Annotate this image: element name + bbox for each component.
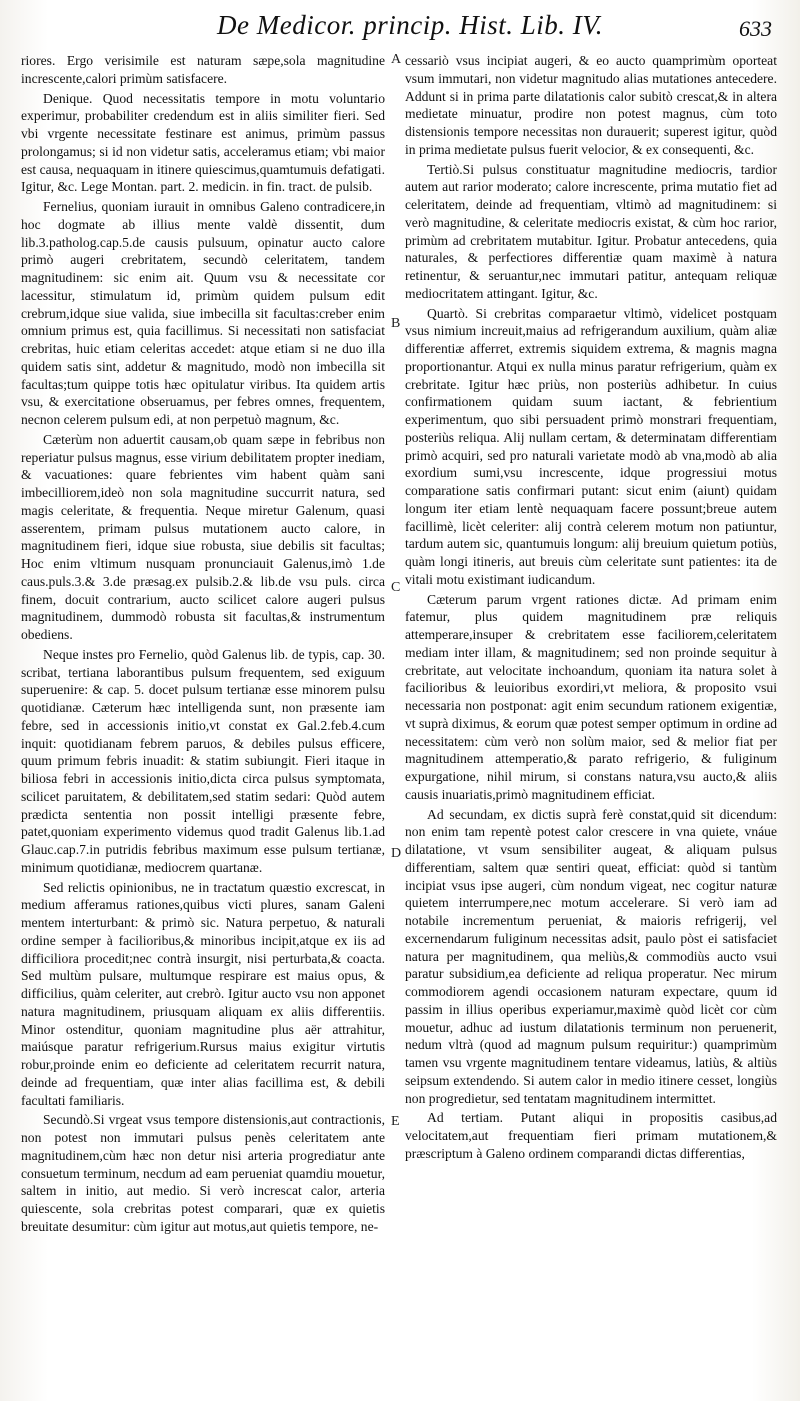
margin-letter-e: E: [391, 1114, 400, 1129]
running-head: De Medicor. princip. Hist. Lib. IV.: [217, 10, 603, 40]
paragraph: Quartò. Si crebritas comparaetur vltimò, videlicet postquam vsus nimium increuit,maius ad refrigerandum auxilium, quàm aliæ differentiæ afferret, extremis siquidem extrema, & magnis magna proportionantur. Atqui ex nulla minus paratur refrigerium, quàm ex crebritate. Igitur hæc priùs, non posteriùs adhibetur. In cuius confirmationem quidam suum iactant, & febrientium experimentum, quo sibi persuadent primò monstrari frequentiam, posteriùs reliqua. Alij nullam certam, & determinatam differentiam primò acquiri, sed pro naturali varietate modò ab vna,modò ab alia exordium sumi,vsu increscente, idque progressiui motus comparatione satis confirmari putant: sicut enim (aiunt) quidam longum iter etiam lentè nequaquam facere possunt;breue autem facillimè, licèt celeriter: alij contrà celerem motum non patiuntur, tardum autem sic, quantumuis longum: alij breuium quietum potiùs, quàm longi itineris, aut breuis cùm celeritate sunt patientes: ita de vitali motu existimant iudicandum.: [405, 305, 777, 587]
paragraph: Neque instes pro Fernelio, quòd Galenus lib. de typis, cap. 30. scribat, tertiana laborantibus pulsum frequentem, sed exiguum superuenire: & cap. 5. docet pulsum tertianæ esse minorem pulsu quotidianæ. Cæterum hæc intelligenda sunt, non præsente iam febre, sed in accessionis initio,vt constat ex Gal.2.feb.4.cum inquit: quotidianam febrem paruos, & debiles pulsus efficere, quum primum febris inuadit: & statim subiungit. Fieri itaque in biliosa febri in accessionis initio,dicta circa pulsus symptomata, scilicet paruitatem, & debilitatem,sed statim sedari: Quòd autem prædicta sententia non possit intelligi præsente febre, patet,quoniam experimento videmus quod tradit Galenus lib.1.ad Glauc.cap.7.in putridis febribus maximum esse pulsum tertianæ, minimum quotidianæ, mediocrem quartanæ.: [21, 646, 385, 875]
paragraph: Cæterum parum vrgent rationes dictæ. Ad primam enim fatemur, plus quidem magnitudinem præ reliquis attemperare,insuper & crebritatem esse faciliorem,celeritatem mediam inter illam, & magnitudinem; sed non proinde sequitur à crebritate, aut velocitate inchoandum, quoniam ita natura solet à facilioribus & leuioribus exordiri,vt meliora, & proposito vsui necessaria non postponat: agit enim secundum rationem exigentiæ, vt suprà diximus, & eorum quæ potest semper optimum in ordine ad necessitatem: cùm verò non solùm maior, sed & melior fiat per magnitudinem attemperatio,& parato refrigerio, & fuliginum expurgatione, nihil mirum, si constans natura,vsu aucto,& aliis causis inuariatis,primò magnitudinem efficiat.: [405, 591, 777, 802]
paragraph: Denique. Quod necessitatis tempore in motu voluntario experimur, probabiliter credendum est in aliis similiter fieri. Sed vbi vrgente necessitate festinare est animus, primùm passus prolongamus; si id non videtur satis, acceleramus etiam; vbi maior est causa, nequaquam in itinere quiescimus,quamtumuis defatigati. Igitur, &c. Lege Montan. part. 2. medicin. in fin. tract. de pulsib.: [21, 90, 385, 195]
left-column: [21, 52, 385, 1236]
margin-letter-b: B: [391, 316, 401, 331]
margin-letter-c: C: [391, 580, 401, 595]
paragraph: Fernelius, quoniam iurauit in omnibus Galeno contradicere,in hoc dogmate ab illius mente valdè dissentit, dum lib.3.patholog.cap.5.de causis pulsuum, opinatur aucto calore primò augeri crebritatem, secundò celeritatem, tandem magnitudinem: sic enim ait. Quum vsu & necessitate cor lacessitur, stimulatum id, primùm quidem pulsum edit crebrum,idque siue valida, siue imbecilla sit facultas:creber enim omnium primus est, quia facillimus. Si necessitati non satisfaciat crebritas, huic etiam celeritas accedet: atque etiam si ne duo illa quidem satis sint, addetur & magnitudo, modò non imbecilla sit facultas;tum quippe totis hæc opitulatur viribus. Ita quidem artis vsu, & exercitatione obseruamus, per febres omnes, frequentem, necnon celerem pulsum edi, at non perpetuò magnum, &c.: [21, 199, 385, 427]
right-column: [405, 52, 777, 1163]
margin-letter-a: A: [391, 52, 402, 67]
page-number: 633: [739, 16, 772, 41]
paragraph: Ad tertiam. Putant aliqui in propositis casibus,ad velocitatem,aut frequentiam fieri primam mutationem,& præscriptum à Galeno ordinem comparandi dictas differentias,: [405, 1110, 777, 1161]
paragraph: Secundò.Si vrgeat vsus tempore distensionis,aut contractionis, non potest non immutari pulsus penès celeritatem ante magnitudinem,cùm hæc non detur nisi arteria progrediatur ante consuetum terminum, necdum ad eam perueniat quamdiu mouetur, saltem in initio, aut medio. Si verò increscat calor, arteria quiescente, sola crebritas potest comparari, quæ ex quietis breuitate desumitur: cùm igitur aut motus,aut quietis tempore, ne-: [21, 1112, 385, 1234]
paragraph: cessariò vsus incipiat augeri, & eo aucto quamprimùm oporteat vsum immutari, non videtur magnitudo alias mutationes antecedere. Addunt si in prima parte dilatationis calor subitò crescat,& in altera medietate minuatur, prodire non potest magnus, cùm toto distensionis tempore necessitas non durauerit; superest igitur, quòd in prima medietate pulsus fuerit velocior, & ex consequenti, &c.: [405, 53, 777, 157]
paragraph: riores. Ergo verisimile est naturam sæpe,sola magnitudine increscente,calori primùm satisfacere.: [21, 53, 385, 86]
paragraph: Sed relictis opinionibus, ne in tractatum quæstio excrescat, in medium afferamus rationes,quibus victi plures, sanam Galeni mentem interturbant: & primò sic. Natura perpetuo, & naturali ordine semper à facilioribus,& minoribus incipit,atque ex iis ad difficiliora procedit;nec contrà insurgit, nisi perturbata,& coacta. Sed multùm pulsare, multumque respirare est maius opus, & difficilius, quàm celeriter, aut crebrò. Igitur aucto vsu non apponet natura magnitudinem, priusquam aliquam ex aliis differentiis. Minor ostenditur, quoniam magnitudine plus aër attrahitur, maiúsque paratur refrigerium.Rursus maius exigitur virtutis robur,proinde enim eo deficiente ad celeritatem recurrit natura, deinde ad frequentiam, quæ inter alias facillima est, & debili facultati familiaris.: [21, 879, 385, 1108]
paragraph: Cæterùm non aduertit causam,ob quam sæpe in febribus non reperiatur pulsus magnus, esse virium debilitatem propter inediam, & vacuationes: quare febrientes vim habent quàm sani imbecilliorem,ideò non sola magnitudine succurrit natura, sed magis celeritate, & frequentia. Neque miretur Galenum, quasi asserentem, primam pulsus mutationem aucto calore, in magnitudinem fieri, idque siue robusta, siue debilis sit facultas; Hoc enim vltimum nusquam pronunciauit Galenus,imò 1.de caus.puls.3.& 3.de præsag.ex pulsib.2.& lib.de vsu puls. circa finem, docuit contrarium, aucto scilicet calore augeri pulsus magnitudinem, dummodò robusta sit facultas,& instrumentum obediens.: [21, 431, 385, 642]
margin-letter-d: D: [391, 846, 402, 861]
paragraph: Tertiò.Si pulsus constituatur magnitudine mediocris, tardior autem aut rarior moderato; calore increscente, prima mutatio fiet ad celeritatem, deinde ad frequentiam, vltimò ad magnitudinem: si verò magnitudine, & celeritate mediocris existat, & cùm hoc rarior, primùm ad crebritatem mutabitur. Igitur. Probatur antecedens, quia naturales, & perfectiores differentiæ quam maximè à natura retinentur, & seruantur,nec immutari patitur, antequam reliquæ mediocritatem attingant. Igitur, &c.: [405, 161, 777, 301]
paragraph: Ad secundam, ex dictis suprà ferè constat,quid sit dicendum: non enim tam repentè potest calor crescere in vna quiete, vnáue dilatatione, vt vsum sensibiliter augeat, & aliquam pulsus differentiam, saltem quæ sentiri queat, efficiat: quòd si tantùm incipiat vsus ipse augeri, cùm nondum vigeat, nec cogitur naturæ quietem interrumpere,nec motum accelerare. Si verò iam ad notabile incrementum perueniat, & maioris refrigerij, vel excernendarum fuliginum necessitas adsit, paulo pòst ei satisfaciet natura per magnitudinem, qua meliùs,& commodiùs aucto vsui paratur subsidium,ea deficiente ad reliqua properatur. Nec mirum commodiorem agendi occasionem naturam expectare, quum id passim in illius operibus experiamur,maximè quòd licèt cor cùm mouetur, adhuc ad iustum dilatationis terminum non peruenerit, nedum vltrà (quod ad magnum pulsum requiritur:) quamprimùm tamen vsu vrgente magnitudinem tentare videamus, latiùs, & altiùs seipsum extendendo. Si autem calor in medio itinere cesset, longiùs non progredietur, sed tentatam magnitudinem intermittet.: [405, 806, 777, 1106]
